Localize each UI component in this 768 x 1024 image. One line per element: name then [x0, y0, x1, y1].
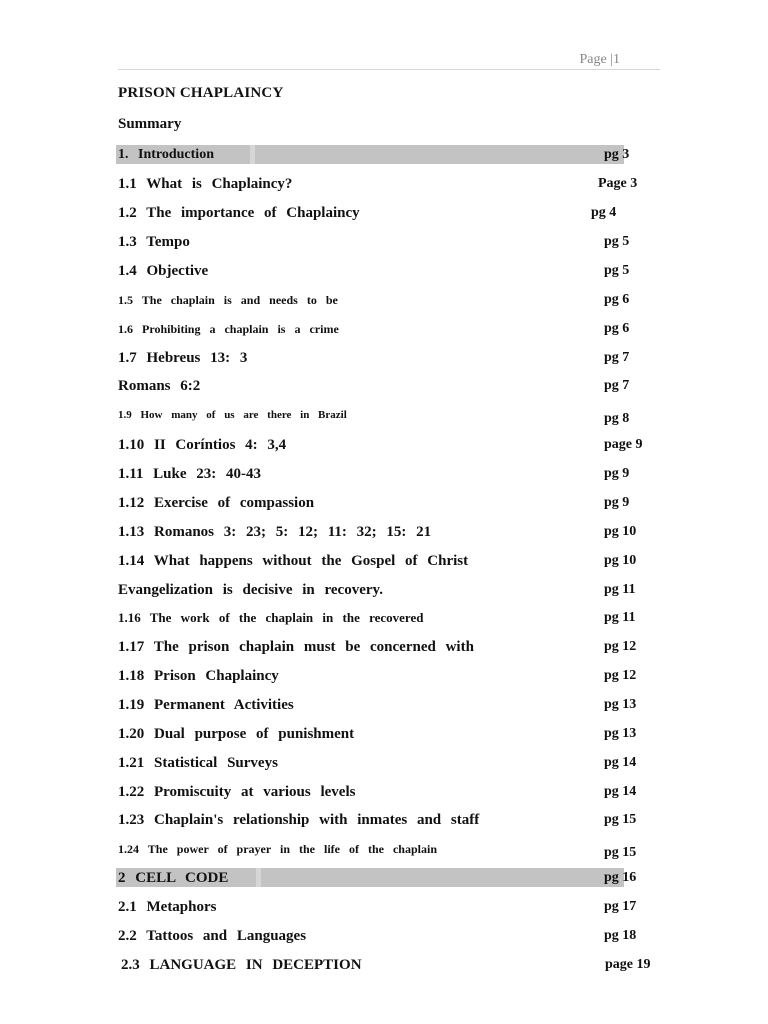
toc-entry-title: 1.11 Luke 23: 40-43: [118, 466, 262, 482]
toc-entry-title: 1.1 What is Chaplaincy?: [118, 176, 293, 192]
toc-entry-title: 1.22 Promiscuity at various levels: [118, 784, 356, 800]
toc-entry-page: pg 11: [604, 582, 636, 597]
toc-entry-title: Evangelization is decisive in recovery.: [118, 582, 383, 598]
toc-entry-title: 1.19 Permanent Activities: [118, 697, 294, 713]
toc-entry-page: Page 3: [598, 176, 638, 191]
toc-row: [0, 406, 768, 426]
toc-entry-page: pg 6: [604, 292, 630, 307]
toc-entry-page: page 19: [605, 957, 651, 972]
toc-entry-page: pg 10: [604, 553, 637, 568]
toc-entry-title: 2.3 LANGUAGE IN DECEPTION: [121, 957, 362, 973]
toc-entry-title: 2.1 Metaphors: [118, 899, 217, 915]
toc-row: [0, 898, 768, 918]
toc-entry-title: 1.14 What happens without the Gospel of Christ: [118, 553, 469, 569]
toc-row: [0, 175, 768, 195]
document-title: PRISON CHAPLAINCY: [118, 85, 284, 101]
toc-entry-page: pg 11: [604, 610, 636, 625]
toc-entry-page: pg 10: [604, 524, 637, 539]
toc-entry-page: pg 7: [604, 378, 630, 393]
toc-entry-page: pg 18: [604, 928, 637, 943]
toc-entry-title: 1.5 The chaplain is and needs to be: [118, 293, 338, 307]
toc-entry-title: 1.17 The prison chaplain must be concerned with: [118, 639, 474, 655]
page-number: Page |1: [579, 52, 620, 67]
toc-row: [0, 811, 768, 831]
highlight-divider: [256, 868, 261, 887]
toc-entry-title: 1.2 The importance of Chaplaincy: [118, 205, 360, 221]
toc-entry-title: 2 CELL CODE: [118, 870, 229, 886]
toc-entry-page: page 9: [604, 437, 643, 452]
toc-entry-title: 1.4 Objective: [118, 263, 209, 279]
toc-entry-page: pg 4: [591, 205, 617, 220]
toc-entry-title: 1.13 Romanos 3: 23; 5: 12; 11: 32; 15: 21: [118, 524, 432, 540]
toc-row: [0, 262, 768, 282]
toc-entry-title: Romans 6:2: [118, 378, 201, 394]
toc-row: [0, 349, 768, 369]
toc-entry-page: pg 9: [604, 466, 630, 481]
toc-entry-title: 1.16 The work of the chaplain in the recovered: [118, 610, 424, 625]
toc-entry-page: pg 14: [604, 755, 637, 770]
toc-entry-page: pg 13: [604, 726, 637, 741]
toc-entry-page: pg 17: [604, 899, 637, 914]
toc-entry-title: 2.2 Tattoos and Languages: [118, 928, 307, 944]
toc-entry-page: pg 5: [604, 234, 630, 249]
page-header: [118, 50, 660, 70]
toc-entry-page: pg 15: [604, 812, 637, 827]
toc-row: [0, 581, 768, 601]
toc-row: [0, 754, 768, 774]
toc-entry-title: 1.12 Exercise of compassion: [118, 495, 315, 511]
toc-entry-page: pg 14: [604, 784, 637, 799]
toc-entry-page: pg 5: [604, 263, 630, 278]
toc-entry-page: pg 12: [604, 668, 637, 683]
toc-row: [0, 725, 768, 745]
toc-entry-title: 1.3 Tempo: [118, 234, 190, 250]
toc-heading-row: [0, 146, 768, 166]
toc-row: [0, 320, 768, 340]
summary-heading: Summary: [118, 116, 182, 132]
toc-entry-page: pg 8: [604, 411, 630, 426]
toc-row: [0, 840, 768, 860]
toc-entry-title: 1.21 Statistical Surveys: [118, 755, 278, 771]
toc-entry-page: pg 3: [604, 147, 630, 162]
toc-row: [0, 233, 768, 253]
toc-entry-title: 1.18 Prison Chaplaincy: [118, 668, 279, 684]
toc-row: [0, 667, 768, 687]
toc-row: [0, 696, 768, 716]
toc-entry-title: 1.24 The power of prayer in the life of the chaplain: [118, 842, 437, 856]
toc-entry-page: pg 6: [604, 321, 630, 336]
toc-entry-title: 1.6 Prohibiting a chaplain is a crime: [118, 322, 339, 336]
toc-row: [0, 552, 768, 572]
toc-entry-page: pg 9: [604, 495, 630, 510]
toc-row: [0, 494, 768, 514]
toc-entry-title: 1. Introduction: [118, 147, 214, 162]
toc-row: [0, 436, 768, 456]
toc-row: [0, 291, 768, 311]
toc-row: [0, 927, 768, 947]
toc-row: [0, 609, 768, 629]
toc-entry-page: pg 12: [604, 639, 637, 654]
toc-entry-page: pg 7: [604, 350, 630, 365]
toc-row: [0, 465, 768, 485]
toc-entry-page: pg 15: [604, 845, 637, 860]
toc-entry-page: pg 16: [604, 870, 637, 885]
toc-entry-title: 1.9 How many of us are there in Brazil: [118, 409, 347, 421]
toc-row: [0, 523, 768, 543]
highlight-divider: [250, 145, 255, 164]
toc-entry-title: 1.20 Dual purpose of punishment: [118, 726, 355, 742]
toc-row: [0, 638, 768, 658]
toc-row: [0, 204, 768, 224]
toc-entry-title: 1.10 II Coríntios 4: 3,4: [118, 437, 287, 453]
toc-row: [0, 783, 768, 803]
toc-row: [0, 377, 768, 397]
toc-entry-page: pg 13: [604, 697, 637, 712]
toc-entry-title: 1.23 Chaplain's relationship with inmates and staff: [118, 812, 480, 828]
toc-heading-row: [0, 869, 768, 889]
toc-row: [0, 956, 768, 976]
toc-entry-title: 1.7 Hebreus 13: 3: [118, 350, 248, 366]
